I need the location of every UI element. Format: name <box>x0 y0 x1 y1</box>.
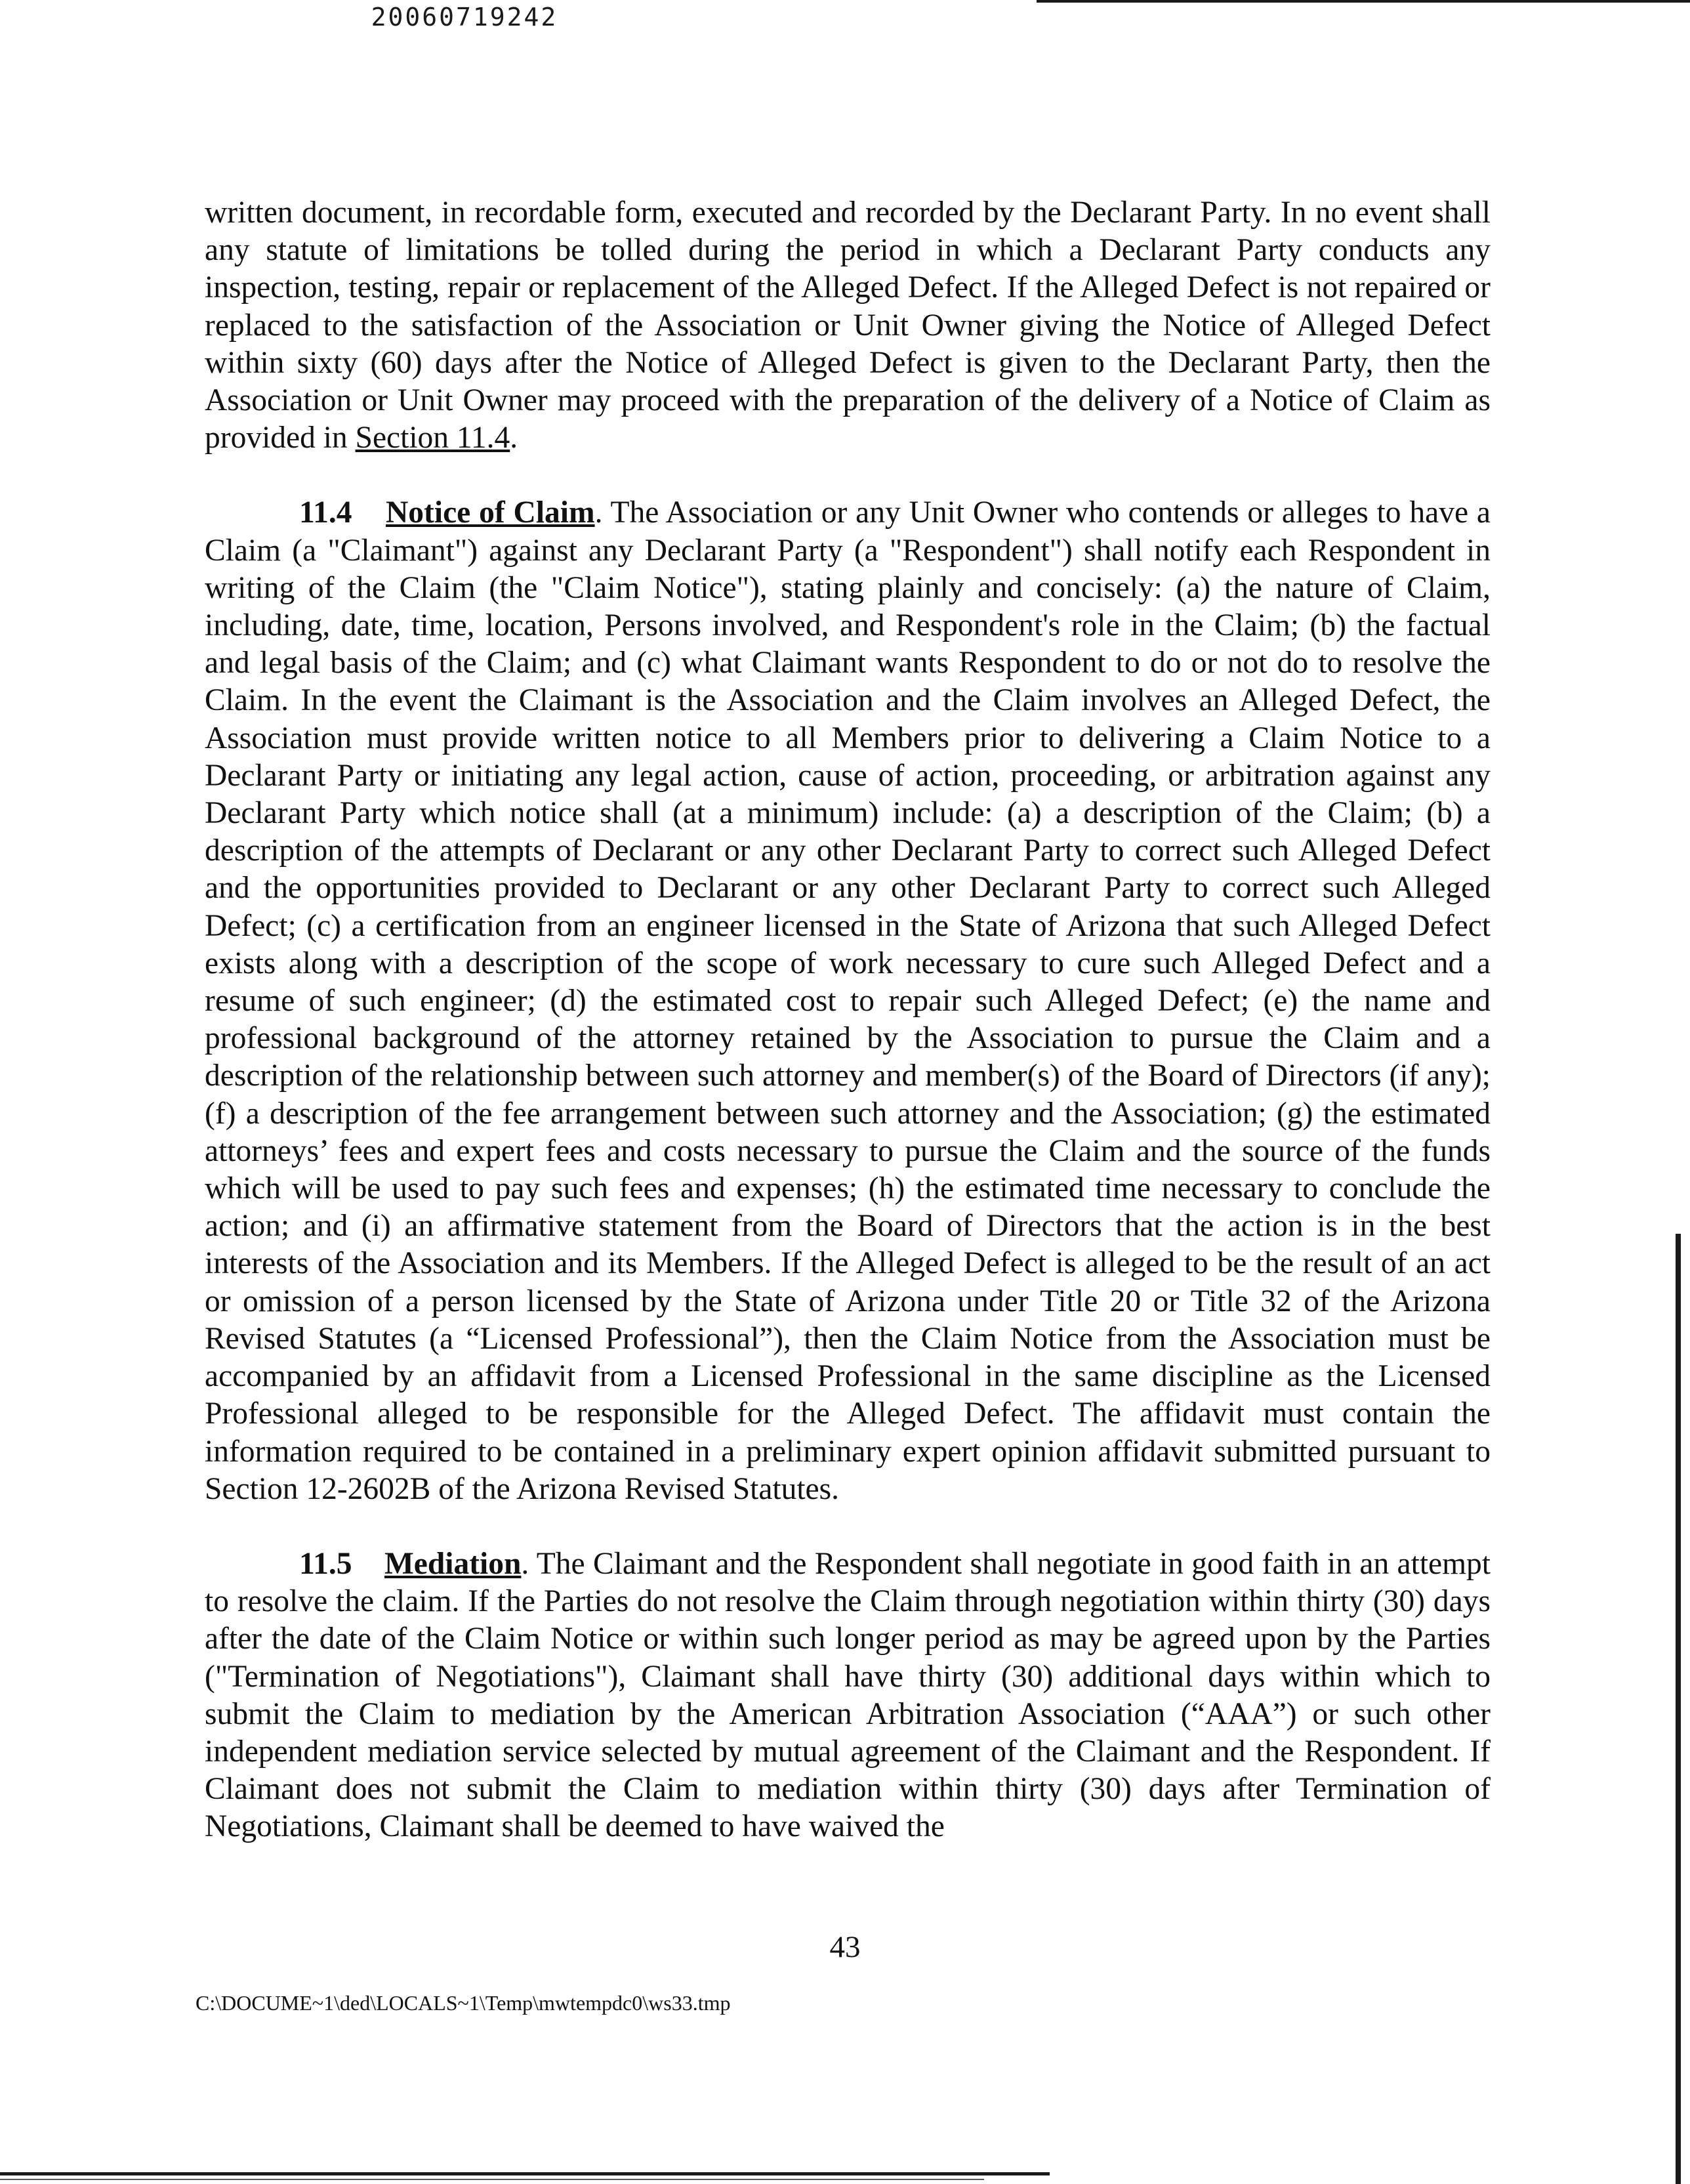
page-number: 43 <box>829 1930 861 1964</box>
recording-number: 20060719242 <box>371 3 558 32</box>
section-title: Notice of Claim <box>386 495 595 530</box>
section-number: 11.5 <box>299 1546 352 1581</box>
right-scan-edge <box>1676 1234 1681 2184</box>
file-path: C:\DOCUME~1\ded\LOCALS~1\Temp\mwtempdc0\ws33.tmp <box>196 1991 731 2015</box>
section-11-4 <box>205 494 1491 1507</box>
paragraph-text: written document, in recordable form, executed and recorded by the Declarant Party. In no event shall any statute of limitations be tolled during the period in which a Declarant Party conducts any inspection, testing, repair or replacement of the Alleged Defect. If the Alleged Defect is not repaired or replaced to the satisfaction of the Association or Unit Owner giving the Notice of Alleged Defect within sixty (60) days after the Notice of Alleged Defect is given to the Declarant Party, then the Association or Unit Owner may proceed with the preparation of the delivery of a Notice of Claim as provided in <box>205 196 1491 455</box>
top-scan-rule <box>1037 0 1690 3</box>
bottom-scan-rule-thin <box>0 2179 984 2180</box>
section-body: . The Claimant and the Respondent shall negotiate in good faith in an attempt to resolve the claim. If the Parties do not resolve the Claim through negotiation within thirty (30) days after the date of the Claim Notice or within such longer period as may be agreed upon by the Parties ("Termination of Negotiations"), Claimant shall have thirty (30) additional days within which to submit the Claim to mediation by the American Arbitration Association (“AAA”) or such other independent mediation service selected by mutual agreement of the Claimant and the Respondent. If Claimant does not submit the Claim to mediation within thirty (30) days after Termination of Negotiations, Claimant shall be deemed to have waived the <box>205 1546 1491 1844</box>
section-11-5 <box>205 1545 1491 1846</box>
section-number: 11.4 <box>299 495 352 530</box>
paragraph-text-end: . <box>510 421 518 455</box>
section-title: Mediation <box>384 1546 522 1581</box>
paragraph-continuation <box>205 194 1491 457</box>
document-body <box>205 194 1491 1846</box>
section-body: . The Association or any Unit Owner who contends or alleges to have a Claim (a "Claimant") against any Declarant Party (a "Respondent") shall notify each Respondent in writing of the Claim (the "Claim Notice"), stating plainly and concisely: (a) the nature of Claim, including, date, time, location, Persons involved, and Respondent's role in the Claim; (b) the factual and legal basis of the Claim; and (c) what Claimant wants Respondent to do or not do to resolve the Claim. In the event the Claimant is the Association and the Claim involves an Alleged Defect, the Association must provide written notice to all Members prior to delivering a Claim Notice to a Declarant Party or initiating any legal action, cause of action, proceeding, or arbitration against any Declarant Party which notice shall (at a minimum) include: (a) a description of the Claim; (b) a description of the attempts of Declarant or any other Declarant Party to correct such Alleged Defect and the opportunities provided to Declarant or any other Declarant Party to correct such Alleged Defect; (c) a certification from an engineer licensed in the State of Arizona that such Alleged Defect exists along with a description of the scope of work necessary to cure such Alleged Defect and a resume of such engineer; (d) the estimated cost to repair such Alleged Defect; (e) the name and professional background of the attorney retained by the Association to pursue the Claim and a description of the relationship between such attorney and member(s) of the Board of Directors (if any); (f) a description of the fee arrangement between such attorney and the Association; (g) the estimated attorneys’ fees and expert fees and costs necessary to pursue the Claim and the source of the funds which will be used to pay such fees and expenses; (h) the estimated time necessary to conclude the action; and (i) an affirmative statement from the Board of Directors that the action is in the best interests of the Association and its Members. If the Alleged Defect is alleged to be the result of an act or omission of a person licensed by the State of Arizona under Title 20 or Title 32 of the Arizona Revised Statutes (a “Licensed Professional”), then the Claim Notice from the Association must be accompanied by an affidavit from a Licensed Professional in the same discipline as the Licensed Professional alleged to be responsible for the Alleged Defect. The affidavit must contain the information required to be contained in a preliminary expert opinion affidavit submitted pursuant to Section 12-2602B of the Arizona Revised Statutes. <box>205 495 1491 1506</box>
section-reference-link: Section 11.4 <box>355 421 510 455</box>
bottom-scan-rule <box>0 2172 1050 2175</box>
